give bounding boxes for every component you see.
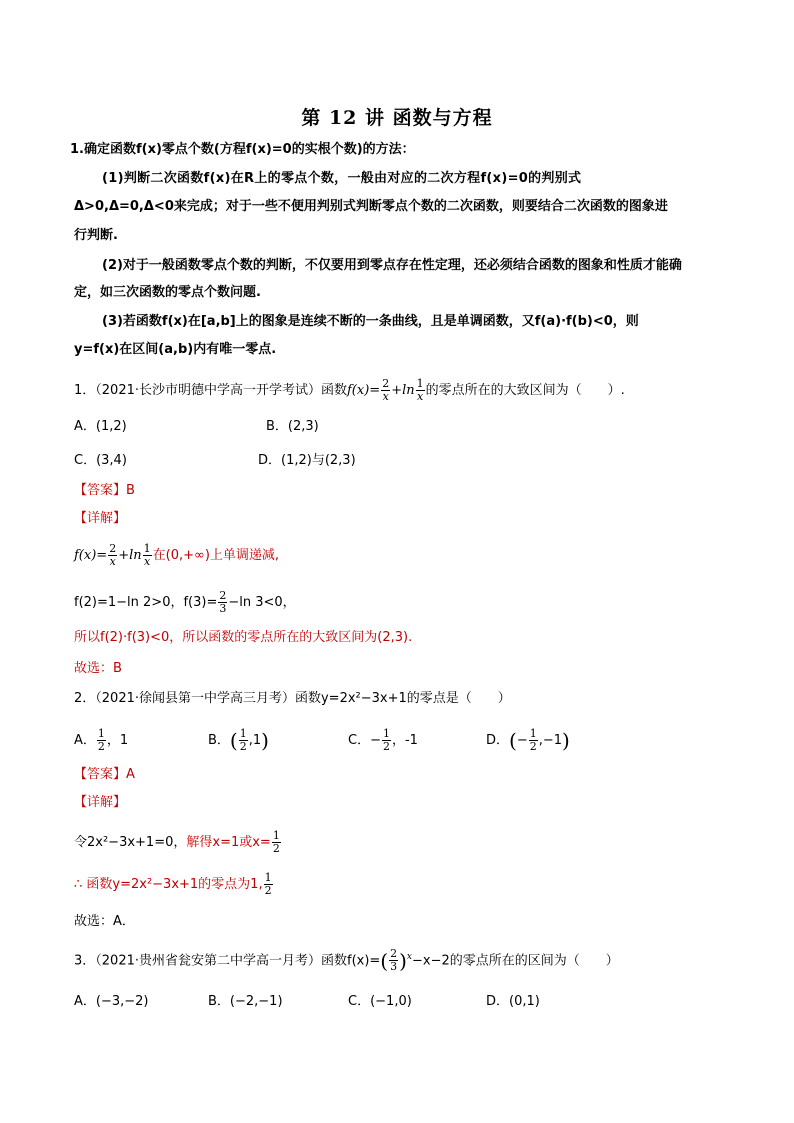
q2-a-den: 2 bbox=[97, 740, 105, 753]
q1-fraction bbox=[381, 378, 390, 403]
method-p1-line3: 行判断. bbox=[74, 228, 118, 243]
q1-detail-line1 bbox=[74, 543, 279, 568]
q3-fraction bbox=[389, 948, 398, 973]
q1-d2-a: f(2)=1−ln 2>0，f(3)= bbox=[74, 595, 218, 610]
q1-option-d[interactable]: D．(1,2)与(2,3) bbox=[258, 453, 356, 468]
q2-option-c[interactable] bbox=[348, 728, 418, 753]
page-title: 第 12 讲 函数与方程 bbox=[301, 107, 493, 129]
q3-option-d[interactable]: D．(0,1) bbox=[486, 994, 540, 1009]
q1-d1-frac-den: x bbox=[109, 555, 116, 568]
method-p2-line2: 定，如三次函数的零点个数问题. bbox=[74, 285, 261, 300]
q2-detail-label: 【详解】 bbox=[74, 795, 127, 810]
method-heading: 1.确定函数f(x)零点个数(方程f(x)=0的实根个数)的方法： bbox=[70, 142, 415, 157]
q1-frac-num: 2 bbox=[382, 377, 390, 390]
q1-frac2-num: 1 bbox=[416, 377, 424, 390]
q1-stem bbox=[74, 378, 625, 403]
q2-d1-den: 2 bbox=[272, 842, 280, 855]
q1-answer-value: B bbox=[126, 483, 135, 498]
q2-c-den: 2 bbox=[382, 740, 390, 753]
q2-d1-frac bbox=[272, 830, 281, 855]
q1-d2-frac bbox=[218, 590, 227, 615]
method-p2-line1: (2)对于一般函数零点个数的判断，不仅要用到零点存在性定理，还必须结合函数的图象和性质才能确 bbox=[102, 258, 682, 273]
q2-d1-num: 1 bbox=[272, 829, 280, 842]
q3-stem-suffix: −x−2的零点所在的区间为（ ） bbox=[412, 953, 619, 969]
q2-detail-line1 bbox=[74, 830, 282, 855]
q1-answer bbox=[74, 482, 135, 500]
q1-d1-frac-num: 2 bbox=[109, 542, 117, 555]
q3-frac-den: 3 bbox=[390, 960, 398, 974]
q1-fraction-2 bbox=[416, 378, 425, 403]
q1-stem-prefix: 1．（2021·长沙市明德中学高一开学考试）函数 bbox=[74, 383, 347, 398]
q1-d2-b: −ln 3<0， bbox=[228, 595, 296, 610]
method-p3-line2: y=f(x)在区间(a,b)内有唯一零点. bbox=[74, 342, 277, 357]
q1-detail-line4: 故选：B bbox=[74, 661, 122, 676]
q2-c-post: ，-1 bbox=[391, 733, 418, 748]
q1-d1-frac2-den: x bbox=[144, 555, 151, 568]
q3-option-a[interactable]: A．(−3,−2) bbox=[74, 994, 149, 1009]
q1-option-b[interactable]: B．(2,3) bbox=[266, 419, 319, 434]
q2-c-num: 1 bbox=[382, 727, 390, 740]
q1-d2-frac-den: 3 bbox=[219, 602, 227, 615]
q2-b-frac bbox=[239, 728, 248, 753]
q3-stem-prefix: 3．（2021·贵州省瓮安第二中学高一月考）函数f(x)= bbox=[74, 953, 381, 969]
q1-option-a[interactable]: A．(1,2) bbox=[74, 419, 127, 434]
q2-a-frac bbox=[97, 728, 106, 753]
q3-exponent: x bbox=[406, 952, 412, 962]
q1-d2-frac-num: 2 bbox=[219, 589, 227, 602]
q2-b-pre: B． bbox=[208, 733, 230, 748]
q2-d2-frac bbox=[264, 872, 273, 897]
method-p3-line1: (3)若函数f(x)在[a,b]上的图象是连续不断的一条曲线，且是单调函数，又f(a)·f(b)<0，则 bbox=[102, 314, 639, 329]
q2-a-post: ，1 bbox=[106, 733, 129, 748]
q2-d1-b: 解得x=1或x= bbox=[186, 835, 271, 850]
q1-d1-func: f(x)= bbox=[74, 548, 108, 563]
q2-b-num: 1 bbox=[239, 727, 247, 740]
q1-d1-frac bbox=[108, 543, 117, 568]
q1-option-c[interactable]: C．(3,4) bbox=[74, 453, 127, 468]
q1-detail-line2 bbox=[74, 590, 296, 615]
q2-a-pre: A． bbox=[74, 733, 96, 748]
q2-option-a[interactable] bbox=[74, 728, 128, 753]
q2-d-frac bbox=[529, 728, 538, 753]
q2-d-pre: D． bbox=[486, 733, 510, 748]
q3-stem: 3．（2021·贵州省瓮安第二中学高一月考）函数f(x)=( $\frac{2}{3}$ )$^x$−x−2的零点所在的区间为（ ） bbox=[74, 947, 619, 974]
q2-answer bbox=[74, 766, 135, 784]
q2-d2-den: 2 bbox=[264, 884, 272, 897]
method-p1-line2: Δ>0,Δ=0,Δ<0来完成；对于一些不便用判别式判断零点个数的二次函数，则要结合二次函数的图象进 bbox=[74, 199, 668, 214]
q2-detail-line2 bbox=[74, 872, 274, 897]
q2-d2-num: 1 bbox=[264, 871, 272, 884]
q2-stem: 2．（2021·徐闻县第一中学高三月考）函数y=2x²−3x+1的零点是（ ） bbox=[74, 691, 511, 706]
q2-d-den: 2 bbox=[529, 740, 537, 753]
q2-answer-label: 【答案】 bbox=[74, 767, 127, 782]
q1-plus-ln: +ln bbox=[391, 383, 415, 398]
q2-b-den: 2 bbox=[239, 740, 247, 753]
q1-frac2-den: x bbox=[417, 390, 424, 403]
q1-detail-label: 【详解】 bbox=[74, 511, 127, 526]
q2-c-frac bbox=[382, 728, 391, 753]
q2-a-num: 1 bbox=[97, 727, 105, 740]
q1-function: f(x)= bbox=[347, 383, 381, 398]
q3-frac-num: 2 bbox=[390, 947, 398, 961]
q2-option-d[interactable]: D．(− $\frac{1}{2}$ ,−1) bbox=[486, 727, 570, 753]
q2-d-num: 1 bbox=[529, 727, 537, 740]
q1-frac-den: x bbox=[382, 390, 389, 403]
q3-option-c[interactable]: C．(−1,0) bbox=[348, 994, 412, 1009]
q2-c-pre: C．− bbox=[348, 733, 381, 748]
q1-d1-frac2 bbox=[143, 543, 152, 568]
q1-answer-label: 【答案】 bbox=[74, 483, 127, 498]
q1-detail-line3: 所以f(2)·f(3)<0，所以函数的零点所在的大致区间为(2,3). bbox=[74, 630, 413, 645]
q2-detail-line3: 故选：A． bbox=[74, 914, 135, 929]
q1-stem-suffix: 的零点所在的大致区间为（ ）. bbox=[425, 383, 625, 398]
q2-option-b[interactable]: B．( $\frac{1}{2}$ ,1) bbox=[208, 727, 269, 753]
method-p1-line1: (1)判断二次函数f(x)在R上的零点个数，一般由对应的二次方程f(x)=0的判别式 bbox=[102, 171, 582, 186]
q2-answer-value: A bbox=[126, 767, 135, 782]
q3-option-b[interactable]: B．(−2,−1) bbox=[208, 994, 283, 1009]
q1-d1-plus-ln: +ln bbox=[118, 548, 142, 563]
q2-d1-a: 令2x²−3x+1=0， bbox=[74, 835, 187, 850]
q2-d2-a: ∴ 函数y=2x²−3x+1的零点为1, bbox=[74, 877, 263, 892]
q1-d1-frac2-num: 1 bbox=[143, 542, 151, 555]
q1-d1-post: 在(0,+∞)上单调递减, bbox=[152, 548, 280, 563]
